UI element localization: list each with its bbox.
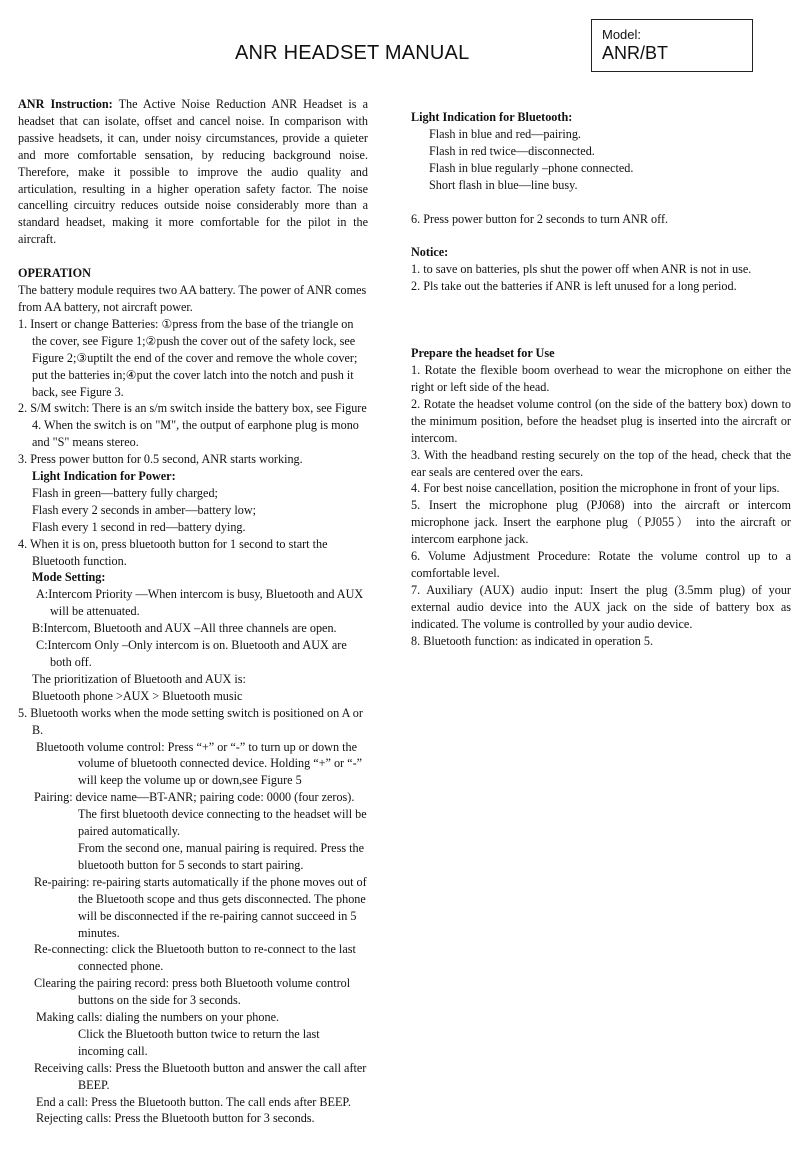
step-4: 4. When it is on, press bluetooth button for 1 second to start the Bluetooth function. (18, 536, 328, 568)
power-light-heading: Light Indication for Power: (32, 469, 176, 484)
prepare-item: 3. With the headband resting securely on the top of the head, check that the ear seals are centered over the ears. (411, 447, 791, 479)
power-light-item: Flash every 1 second in red—battery dying. (32, 519, 246, 534)
prepare-item: 1. Rotate the flexible boom overhead to wear the microphone on either the right or left side of the head. (411, 363, 791, 394)
bt-light-item: Flash in red twice—disconnected. (429, 143, 595, 158)
bt-volume-control: Bluetooth volume control: Press “+” or “-” to turn up or down the volume of bluetooth connected device. Holding “+” or “-” will keep the volume up or down,see Figure 5 (36, 739, 363, 788)
power-light-item: Flash every 2 seconds in amber—battery low; (32, 502, 257, 517)
bt-light-item: Flash in blue and red—pairing. (429, 126, 581, 141)
prepare-heading: Prepare the headset for Use (411, 346, 555, 361)
prepare-item: 5. Insert the microphone plug (PJ068) into the aircraft or intercom microphone jack. Insert the earphone plug（PJ055） into the aircraft or intercom earphone jack. (411, 498, 791, 547)
operation-text: The battery module requires two AA battery. The power of ANR comes from AA battery, not aircraft power. (18, 283, 367, 314)
prepare-item: 8. Bluetooth function: as indicated in operation 5. (411, 633, 654, 648)
pairing: Pairing: device name—BT-ANR; pairing code: 0000 (four zeros). The first bluetooth device connecting to the headset will be paired automatically. (34, 790, 367, 839)
making-calls: Making calls: dialing the numbers on your phone. (36, 1010, 280, 1025)
mode-setting-heading: Mode Setting: (32, 570, 106, 585)
priority-line: The prioritization of Bluetooth and AUX is: (32, 671, 246, 686)
pairing-manual: From the second one, manual pairing is required. Press the bluetooth button for 5 seconds to start pairing. (78, 840, 365, 872)
intro-heading: ANR Instruction: (18, 97, 113, 111)
step-1: 1. Insert or change Batteries: ①press from the base of the triangle on the cover, see Figure 1;②push the cover out of the safety lock, see Figure 2;③uptilt the end of the cover and remove the whole cover; put the batteries in;④put the cover latch into the notch and push it back, see Figure 3. (18, 316, 358, 399)
power-light-item: Flash in green—battery fully charged; (32, 485, 218, 500)
step-3: 3. Press power button for 0.5 second, ANR starts working. (18, 452, 303, 467)
step-2: 2. S/M switch: There is an s/m switch inside the battery box, see Figure 4. When the switch is on "M", the output of earphone plug is mono and "S" means stereo. (18, 401, 367, 450)
model-box (591, 19, 753, 72)
notice-heading: Notice: (411, 245, 449, 260)
step-5: 5. Bluetooth works when the mode setting switch is positioned on A or B. (18, 705, 363, 737)
operation-heading: OPERATION (18, 266, 91, 281)
priority-line: Bluetooth phone >AUX > Bluetooth music (32, 688, 243, 703)
prepare-item: 6. Volume Adjustment Procedure: Rotate the volume control up to a comfortable level. (411, 549, 791, 580)
intro-paragraph (18, 96, 368, 248)
mode-a: A:Intercom Priority —When intercom is busy, Bluetooth and AUX will be attenuated. (36, 587, 364, 619)
bt-light-item: Flash in blue regularly –phone connected. (429, 160, 634, 175)
mode-c: C:Intercom Only –Only intercom is on. Bluetooth and AUX are both off. (36, 638, 347, 669)
mode-b: B:Intercom, Bluetooth and AUX –All three channels are open. (32, 621, 337, 636)
end-call: End a call: Press the Bluetooth button. The call ends after BEEP. (36, 1094, 351, 1109)
prepare-item: 4. For best noise cancellation, position the microphone in front of your lips. (411, 481, 780, 496)
prepare-item: 7. Auxiliary (AUX) audio input: Insert the plug (3.5mm plug) of your external audio device into the AUX jack on the side of battery box as indicated. The volume is controlled by your audio device. (411, 582, 791, 631)
bt-light-heading: Light Indication for Bluetooth: (411, 110, 573, 124)
re-connecting: Re-connecting: click the Bluetooth button to re-connect to the last connected phone. (34, 942, 356, 974)
rejecting-calls: Rejecting calls: Press the Bluetooth button for 3 seconds. (36, 1111, 315, 1126)
page-title: ANR HEADSET MANUAL (235, 42, 470, 64)
step-6: 6. Press power button for 2 seconds to turn ANR off. (411, 211, 669, 226)
clearing-pairing: Clearing the pairing record: press both Bluetooth volume control buttons on the side for 3 seconds. (34, 976, 351, 1008)
right-column (411, 109, 791, 649)
model-value: ANR/BT (602, 43, 669, 63)
notice-item: 1. to save on batteries, pls shut the power off when ANR is not in use. (411, 262, 752, 277)
prepare-item: 2. Rotate the headset volume control (on the side of the battery box) down to the minimum position, before the headset plug is inserted into the aircraft or intercom. (411, 396, 791, 445)
intro-text: The Active Noise Reduction ANR Headset is a headset that can isolate, offset and cancel noise. In comparison with passive headsets, it can, under noisy circumstances, provide a quieter and more comfortable sensation, by reducing background noise. Therefore, make it possible to improve the audio quality and articulation, resulting in a higher operation safety factor. The noise cancelling circuitry reduces outside noise considerably more than a standard headset, making it more comfortable for the pilot in the aircraft. (18, 97, 369, 247)
bt-light-item: Short flash in blue—line busy. (429, 177, 578, 192)
receiving-calls: Receiving calls: Press the Bluetooth button and answer the call after BEEP. (34, 1060, 367, 1092)
return-last-call: Click the Bluetooth button twice to return the last incoming call. (78, 1026, 320, 1058)
re-pairing: Re-pairing: re-pairing starts automatically if the phone moves out of the Bluetooth scope and thus gets disconnected. The phone will be disconnected if the re-pairing cannot succeed in 5 minutes. (34, 874, 367, 940)
model-label: Model: (602, 27, 642, 42)
left-column (18, 96, 368, 1127)
notice-item: 2. Pls take out the batteries if ANR is left unused for a long period. (411, 279, 737, 294)
